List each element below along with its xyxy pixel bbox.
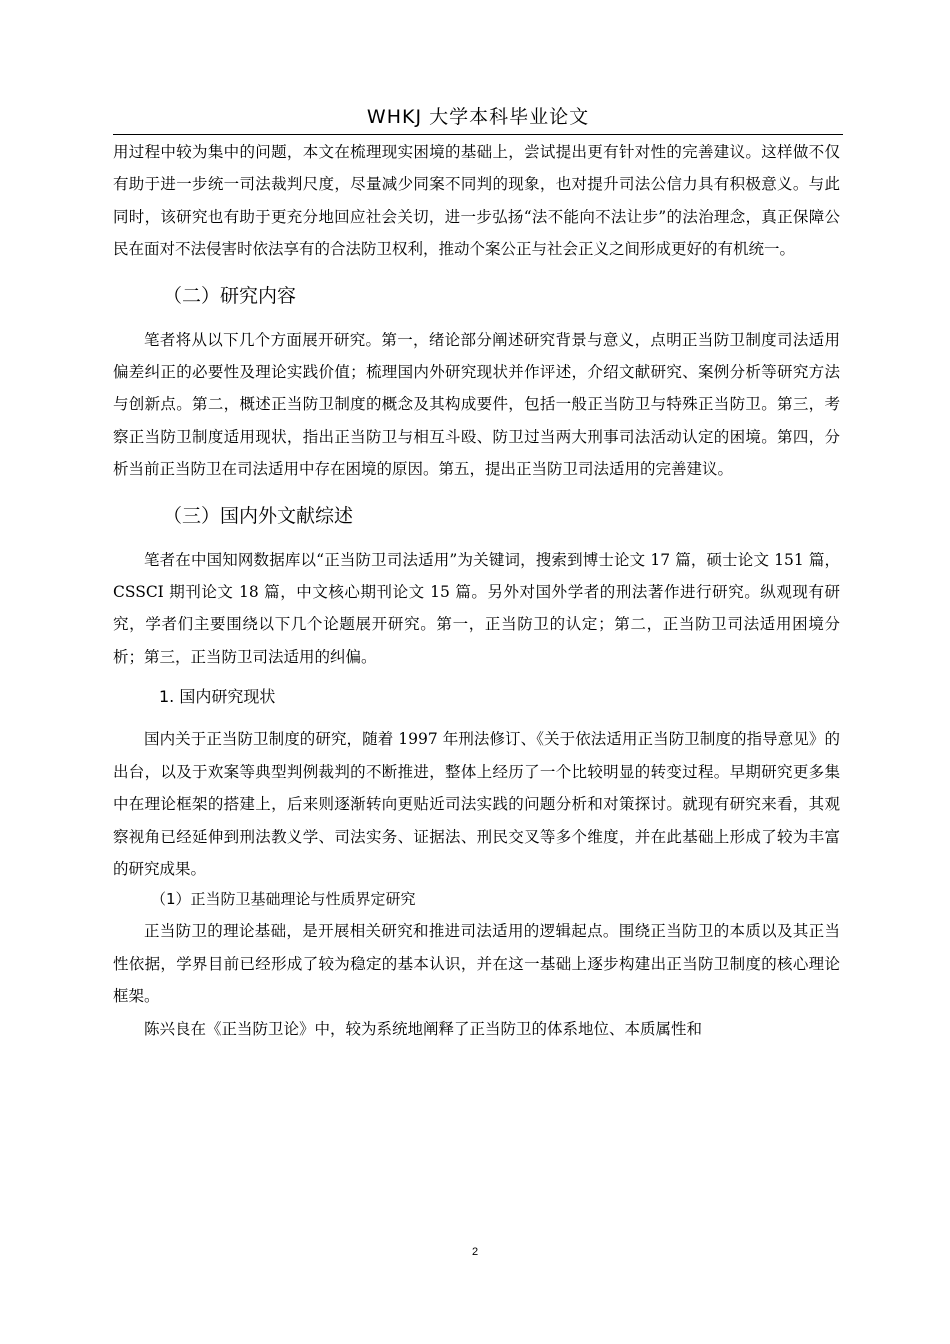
paragraph-basic-theory: 正当防卫的理论基础，是开展相关研究和推进司法适用的逻辑起点。围绕正当防卫的本质以及其正当性依据，学界目前已经形成了较为稳定的基本认识，并在这一基础上逐步构建出正当防卫制度的核心理论框架。 — [113, 922, 840, 1006]
section-heading-literature-review: （三）国内外文献综述 — [163, 504, 354, 527]
paragraph-research-content: 笔者将从以下几个方面展开研究。第一，绪论部分阐述研究背景与意义，点明正当防卫制度司法适用偏差纠正的必要性及理论实践价值；梳理国内外研究现状并作评述，介绍文献研究、案例分析等研究方法与创新点。第二，概述正当防卫制度的概念及其构成要件，包括一般正当防卫与特殊正当防卫。第三，考察正当防卫制度适用现状，指出正当防卫与相互斗殴、防卫过当两大刑事司法活动认定的困境。第四，分析当前正当防卫在司法适用中存在困境的原因。第五，提出正当防卫司法适用的完善建议。 — [113, 330, 840, 479]
paragraph-chen-xingliang: 陈兴良在《正当防卫论》中，较为系统地阐释了正当防卫的体系地位、本质属性和 — [144, 1019, 703, 1038]
item-heading-basic-theory: （1）正当防卫基础理论与性质界定研究 — [151, 890, 416, 909]
page-number: 2 — [471, 1246, 479, 1258]
body-content — [113, 136, 840, 1045]
paragraph-domestic-research: 国内关于正当防卫制度的研究，随着 1997 年刑法修订、《关于依法适用正当防卫制度的指导意见》的出台，以及于欢案等典型判例裁判的不断推进，整体上经历了一个比较明显的转变过程。早期研究更多集中在理论框架的搭建上，后来则逐渐转向更贴近司法实践的问题分析和对策探讨。就现有研究来看，其观察视角已经延伸到刑法教义学、司法实务、证据法、刑民交叉等多个维度，并在此基础上形成了较为丰富的研究成果。 — [113, 730, 840, 878]
paragraph-literature-review: 笔者在中国知网数据库以“正当防卫司法适用”为关键词，搜索到博士论文 17 篇，硕士论文 151 篇，CSSCI 期刊论文 18 篇，中文核心期刊论文 15 篇。另外对国外学者的刑法著作进行研究。纵观现有研究，学者们主要围绕以下几个论题展开研究。第一，正当防卫的认定；第二，正当防卫司法适用困境分析；第三，正当防卫司法适用的纠偏。 — [113, 550, 840, 666]
section-heading-research-content: （二）研究内容 — [163, 284, 297, 307]
subsection-heading-domestic-research: 1. 国内研究现状 — [159, 687, 276, 707]
running-header-title: WHKJ 大学本科毕业论文 — [366, 106, 590, 128]
header-divider — [113, 134, 843, 135]
paragraph-continued: 用过程中较为集中的问题，本文在梳理现实困境的基础上，尝试提出更有针对性的完善建议。这样做不仅有助于进一步统一司法裁判尺度，尽量减少同案不同判的现象，也对提升司法公信力具有积极意义。与此同时，该研究也有助于更充分地回应社会关切，进一步弘扬“法不能向不法让步”的法治理念，真正保障公民在面对不法侵害时依法享有的合法防卫权利，推动个案公正与社会正义之间形成更好的有机统一。 — [113, 143, 840, 259]
